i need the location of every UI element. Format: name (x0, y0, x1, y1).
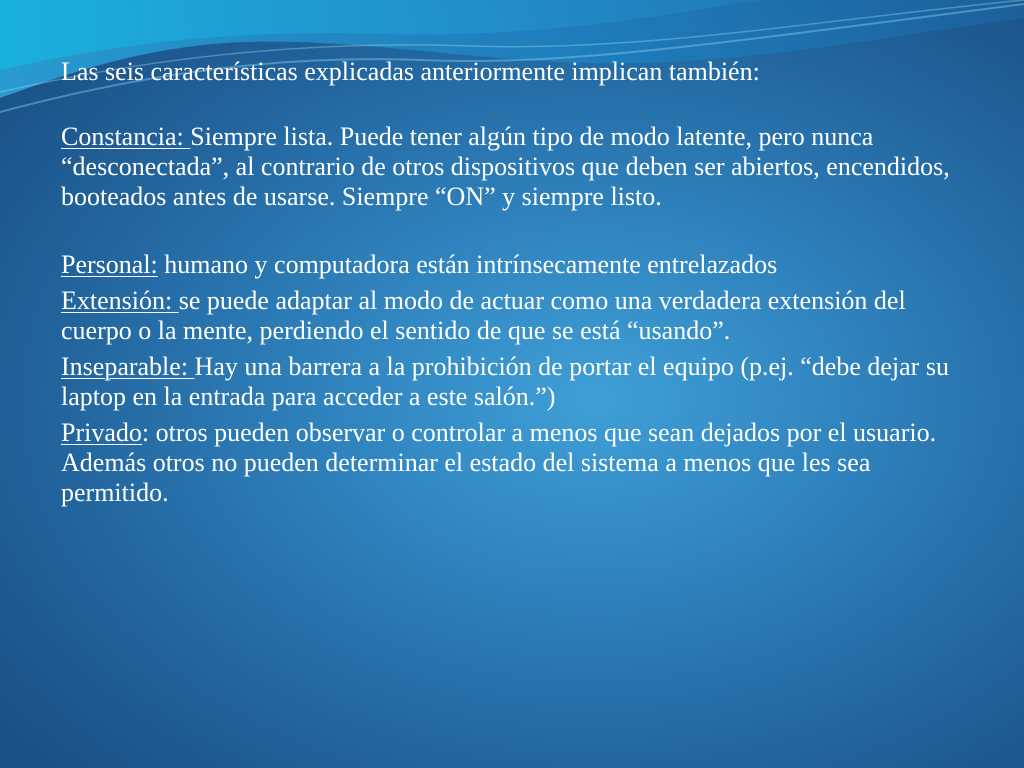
item-personal (61, 250, 951, 280)
item-privado (61, 418, 951, 508)
term-personal: Personal: (61, 250, 158, 279)
desc-personal: humano y computadora están intrínsecamente entrelazados (157, 250, 778, 279)
desc-privado: : otros pueden observar o controlar a menos que sean dejados por el usuario. Además otros no pueden determinar el estado del sistema a menos que les sea permitido. (61, 418, 937, 507)
item-constancia (61, 122, 951, 212)
intro-paragraph: Las seis características explicadas anteriormente implican también: (61, 57, 760, 86)
slide-body (61, 57, 951, 514)
item-inseparable (61, 352, 951, 412)
desc-inseparable: Hay una barrera a la prohibición de portar el equipo (p.ej. “debe dejar su laptop en la entrada para acceder a este salón.”) (61, 352, 949, 411)
desc-extension: se puede adaptar al modo de actuar como una verdadera extensión del cuerpo o la mente, perdiendo el sentido de que se está “usando”. (61, 286, 906, 345)
term-privado: Privado (61, 418, 142, 447)
term-constancia: Constancia: (61, 122, 191, 151)
term-inseparable: Inseparable: (61, 352, 195, 381)
item-extension (61, 286, 951, 346)
term-extension: Extensión: (61, 286, 179, 315)
desc-constancia: Siempre lista. Puede tener algún tipo de modo latente, pero nunca “desconectada”, al contrario de otros dispositivos que deben ser abiertos, encendidos, booteados antes de usarse. Siempre “ON” y siempre listo. (61, 122, 950, 211)
